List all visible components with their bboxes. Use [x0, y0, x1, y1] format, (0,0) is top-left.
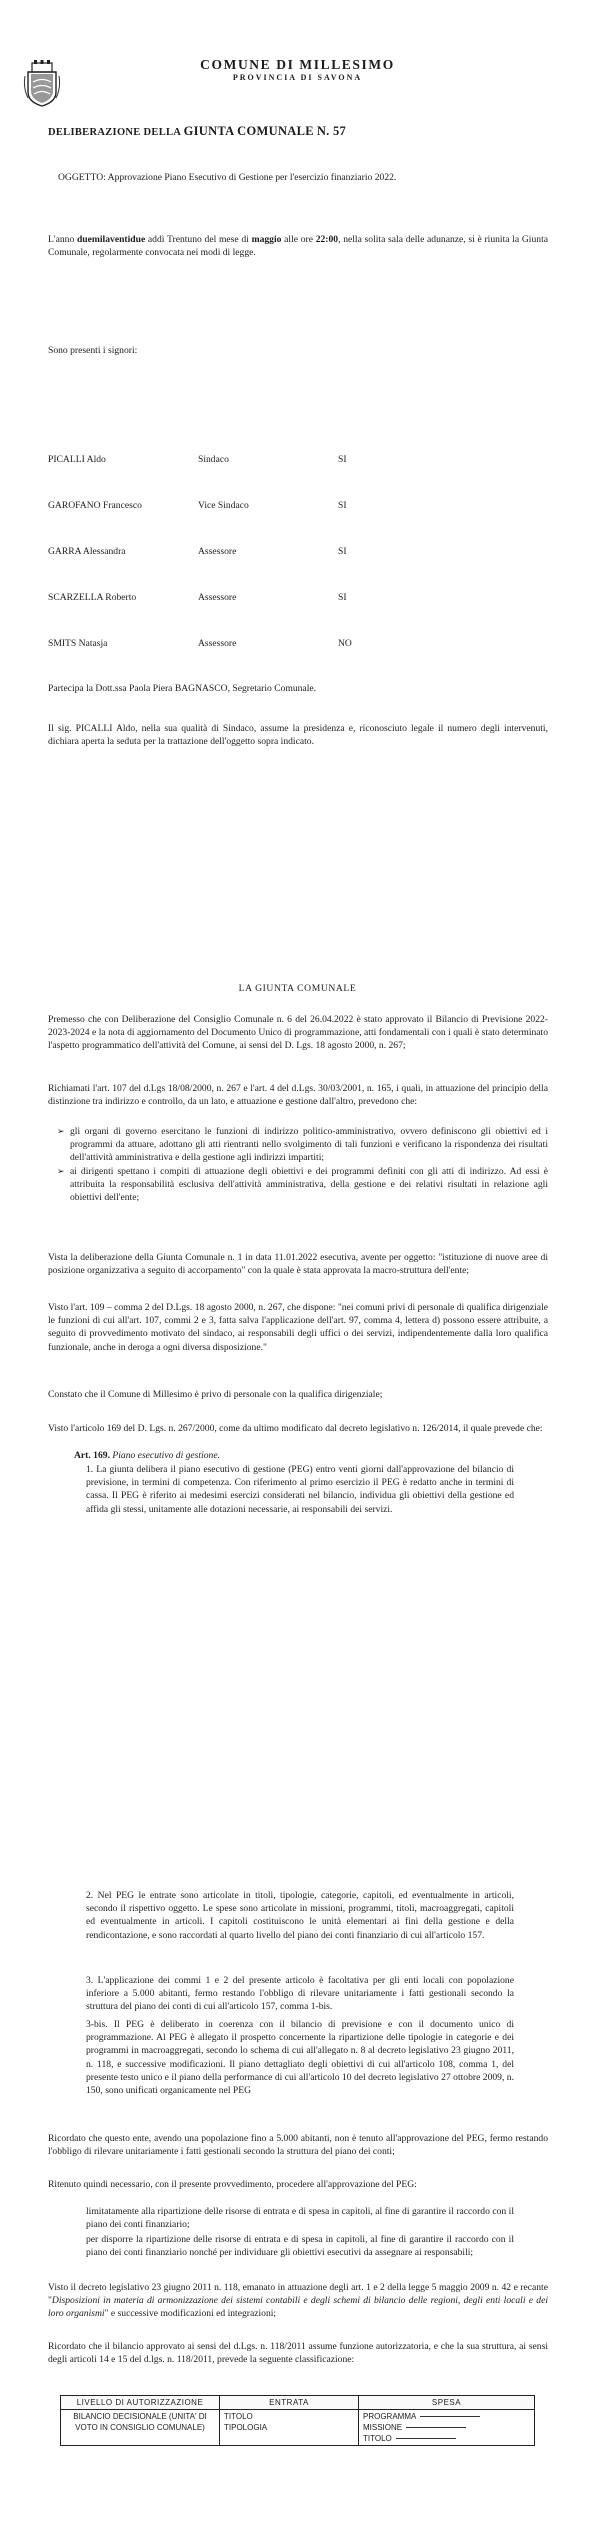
spesa-item: MISSIONE: [363, 2422, 530, 2433]
table-row: [48, 591, 388, 637]
deliberazione-prefix: DELIBERAZIONE DELLA: [48, 127, 181, 138]
ricordato-paragraph: Ricordato che questo ente, avendo una popolazione fino a 5.000 abitanti, non è tenuto all'approvazione del PEG, fermo restando l'obbligo di rilevare unitariamente i fatti gestionali secondo la struttura del piano dei conti;: [48, 2133, 548, 2158]
list-item: ➢ gli organi di governo esercitano le funzioni di indirizzo politico-amministrativo, ovvero definiscono gli obiettivi ed i programmi da attuare, adottano gli atti rientranti nello svolgimento di tali funzioni e verificano la rispondenza dei risultati dell'attività amministrativa e della gestione agli indirizzi impartiti;: [70, 1125, 548, 1165]
member-role: Assessore: [198, 546, 237, 557]
classification-table: [60, 2395, 535, 2446]
table-row: [48, 453, 388, 499]
presenti-label: Sono presenti i signori:: [48, 345, 138, 356]
table-row: [48, 545, 388, 591]
constato-paragraph: Constato che il Comune di Millesimo è privo di personale con la qualifica dirigenziale;: [48, 1389, 383, 1400]
deliberazione-heading: [48, 123, 346, 140]
table-row: [61, 2396, 535, 2410]
list-item: ➢ ai dirigenti spettano i compiti di attuazione degli obiettivi e dei programmi definiti con gli atti di indirizzo. Ad essi è attribuita la responsabilità esclusiva dell'attività amministrativa, della gestione e dei relativi risultati in relazione agli obiettivi dell'ente;: [70, 1165, 548, 1205]
ricordato-bilancio-paragraph: Ricordato che il bilancio approvato ai sensi del d.Lgs. n. 118/2011 assume funzione autorizzatoria, e che la sua struttura, ai sensi degli articoli 14 e 15 del d.lgs. n. 118/2011, prevede la seguente classificazione:: [48, 2341, 548, 2366]
art169-comma-1: 1. La giunta delibera il piano esecutivo di gestione (PEG) entro venti giorni dall'approvazione del bilancio di previsione, in termini di competenza. Con riferimento al primo esercizio il PEG è redatto anche in termini di cassa. Il PEG è riferito ai medesimi esercizi considerati nel bilancio, individua gli obiettivi della gestione ed affida gli stessi, unitamente alle dotazioni necessarie, ai responsabili dei servizi.: [86, 1464, 514, 1515]
visto-art169-paragraph: Visto l'articolo 169 del D. Lgs. n. 267/2000, come da ultimo modificato dal decreto legislativo n. 126/2014, il quale prevede che:: [48, 1423, 543, 1434]
spesa-item: TITOLO: [363, 2433, 530, 2444]
deliberazione-body: GIUNTA COMUNALE: [183, 124, 314, 138]
oggetto: OGGETTO: Approvazione Piano Esecutivo di Gestione per l'esercizio finanziario 2022.: [58, 172, 397, 183]
entrata-cell: [220, 2410, 359, 2446]
table-row: [48, 637, 388, 683]
deliberazione-number: N. 57: [316, 124, 347, 138]
intro-time: 22:00: [315, 234, 339, 245]
row-label: BILANCIO DECISIONALE (UNITA' DI VOTO IN CONSIGLIO COMUNALE): [61, 2410, 220, 2446]
spesa-item: PROGRAMMA: [363, 2411, 530, 2422]
member-role: Assessore: [198, 638, 237, 649]
member-role: Assessore: [198, 592, 237, 603]
ritenuto-item-b: per disporre la ripartizione delle risorse di entrata e di spesa in capitoli, al fine di garantire il raccordo con il piano dei conti finanziario nonché per individuare gli obiettivi esecutivi da assegnare ai responsabili;: [86, 2234, 514, 2259]
col-header: SPESA: [359, 2396, 535, 2410]
intro-year: duemilaventidue: [76, 234, 146, 245]
member-name: SCARZELLA Roberto: [48, 592, 137, 603]
member-name: GAROFANO Francesco: [48, 500, 142, 511]
entrata-item: TITOLO: [224, 2412, 253, 2422]
decreto-title: Disposizioni in materia di armonizzazione dei sistemi contabili e degli schemi di bilancio delle regioni, degli enti locali e dei loro organismi: [48, 2295, 548, 2320]
member-name: SMITS Natasja: [48, 638, 108, 649]
richiamati-paragraph: Richiamati l'art. 107 del d.Lgs 18/08/2000, n. 267 e l'art. 4 del d.Lgs. 30/03/2001, n. 165, i quali, in attuazione del principio della distinzione tra indirizzo e controllo, da un lato, e attuazione e gestione dall'altro, prevedono che:: [48, 1083, 548, 1108]
vista-deliberazione-paragraph: Vista la deliberazione della Giunta Comunale n. 1 in data 11.01.2022 esecutiva, avente per oggetto: "istituzione di nuove aree di posizione organizzativa a seguito di accorpamento" con la quale è stata approvata la macro-struttura dell'ente;: [48, 1252, 548, 1277]
member-role: Sindaco: [198, 454, 229, 465]
visto-art109-paragraph: Visto l'art. 109 – comma 2 del D.Lgs. 18 agosto 2000, n. 267, che dispone: "nei comuni privi di personale di qualifica dirigenziale le funzioni di cui all'art. 107, commi 2 e 3, fatta salva l'applicazione dell'art. 97, comma 4, lettera d) possono essere attribuite, a seguito di provvedimento motivato del sindaco, ai responsabili degli uffici o dei servizi, indipendentemente dalla loro qualifica funzionale, anche in deroga a ogni diversa disposizione.": [48, 1302, 548, 1353]
giunta-heading: LA GIUNTA COMUNALE: [238, 983, 357, 994]
col-header: ENTRATA: [220, 2396, 359, 2410]
art169-heading: [74, 1449, 514, 1462]
spesa-cell: [359, 2410, 535, 2446]
sindaco-paragraph: Il sig. PICALLI Aldo, nella sua qualità di Sindaco, assume la presidenza e, riconosciuto legale il numero degli intervenuti, dichiara aperta la seduta per la trattazione dell'oggetto sopra indicato.: [48, 723, 548, 748]
table-row: [61, 2410, 535, 2446]
ritenuto-item-a: limitatamente alla ripartizione delle risorse di entrata e di spesa in capitoli, al fine di garantire il raccordo con il piano dei conti finanziario;: [86, 2206, 514, 2231]
ritenuto-paragraph: Ritenuto quindi necessario, con il presente provvedimento, procedere all'approvazione del PEG:: [48, 2179, 417, 2190]
member-present: SI: [338, 592, 347, 603]
bullet-list: [48, 1125, 548, 1204]
col-header: LIVELLO DI AUTORIZZAZIONE: [61, 2396, 220, 2410]
members-table: [48, 453, 388, 683]
member-name: GARRA Alessandra: [48, 546, 126, 557]
member-present: SI: [338, 500, 347, 511]
member-present: NO: [338, 638, 352, 649]
segretario-paragraph: Partecipa la Dott.ssa Paola Piera BAGNASCO, Segretario Comunale.: [48, 683, 317, 694]
art169-comma-2: 2. Nel PEG le entrate sono articolate in titoli, tipologie, categorie, capitoli, ed eventualmente in articoli, secondo il rispettivo oggetto. Le spese sono articolate in missioni, programmi, titoli, macroaggregati, capitoli ed eventualmente in articoli. I capitoli costituiscono le unità elementari ai fini della gestione e della rendicontazione, e sono raccordati al quarto livello del piano dei conti finanziario di cui all'articolo 157.: [86, 1890, 514, 1941]
art169-label: Art. 169.: [74, 1450, 110, 1461]
member-present: SI: [338, 546, 347, 557]
art169-title: Piano esecutivo di gestione.: [109, 1450, 221, 1461]
provincia-subtitle: PROVINCIA DI SAVONA: [232, 73, 363, 82]
premesso-paragraph: Premesso che con Deliberazione del Consiglio Comunale n. 6 del 26.04.2022 è stato approvato il Bilancio di Previsione 2022-2023-2024 e la nota di aggiornamento del Documento Unico di programmazione, atti fondamentali con i quali è stato determinato l'aspetto programmatico dell'attività del Comune, ai sensi del D. Lgs. 18 agosto 2000, n. 267;: [48, 1014, 548, 1052]
member-name: PICALLI Aldo: [48, 454, 106, 465]
comune-title: COMUNE DI MILLESIMO: [200, 57, 395, 72]
intro-paragraph: L'anno duemilaventidue addì Trentuno del mese di maggio alle ore 22:00, nella solita sala delle adunanze, si è riunita la Giunta Comunale, regolarmente convocata nei modi di legge.: [48, 234, 548, 259]
member-present: SI: [338, 454, 347, 465]
visto-decreto-paragraph: Visto il decreto legislativo 23 giugno 2011 n. 118, emanato in attuazione degli art. 1 e 2 della legge 5 maggio 2009 n. 42 e recante "Disposizioni in materia di armonizzazione dei sistemi contabili e degli schemi di bilancio delle regioni, degli enti locali e dei loro organismi" e successive modificazioni ed integrazioni;: [48, 2282, 548, 2320]
table-row: [48, 499, 388, 545]
art169-comma-3: 3. L'applicazione dei commi 1 e 2 del presente articolo è facoltativa per gli enti locali con popolazione inferiore a 5.000 abitanti, fermo restando l'obbligo di rilevare unitariamente i fatti gestionali secondo la struttura del piano dei conti di cui all'articolo 157, comma 1-bis.: [86, 1975, 514, 2013]
intro-month: maggio: [251, 234, 282, 245]
art169-comma-3bis: 3-bis. Il PEG è deliberato in coerenza con il bilancio di previsione e con il documento unico di programmazione. Al PEG è allegato il prospetto concernente la ripartizione delle tipologie in categorie e dei programmi in macroaggregati, secondo lo schema di cui all'allegato n. 8 al decreto legislativo 23 giugno 2011, n. 118, e successive modificazioni. Il piano dettagliato degli obiettivi di cui all'articolo 108, comma 1, del presente testo unico e il piano della performance di cui all'articolo 10 del decreto legislativo 27 ottobre 2009, n. 150, sono unificati organicamente nel PEG: [86, 2019, 514, 2097]
member-role: Vice Sindaco: [198, 500, 249, 511]
entrata-item: TIPOLOGIA: [224, 2423, 268, 2433]
